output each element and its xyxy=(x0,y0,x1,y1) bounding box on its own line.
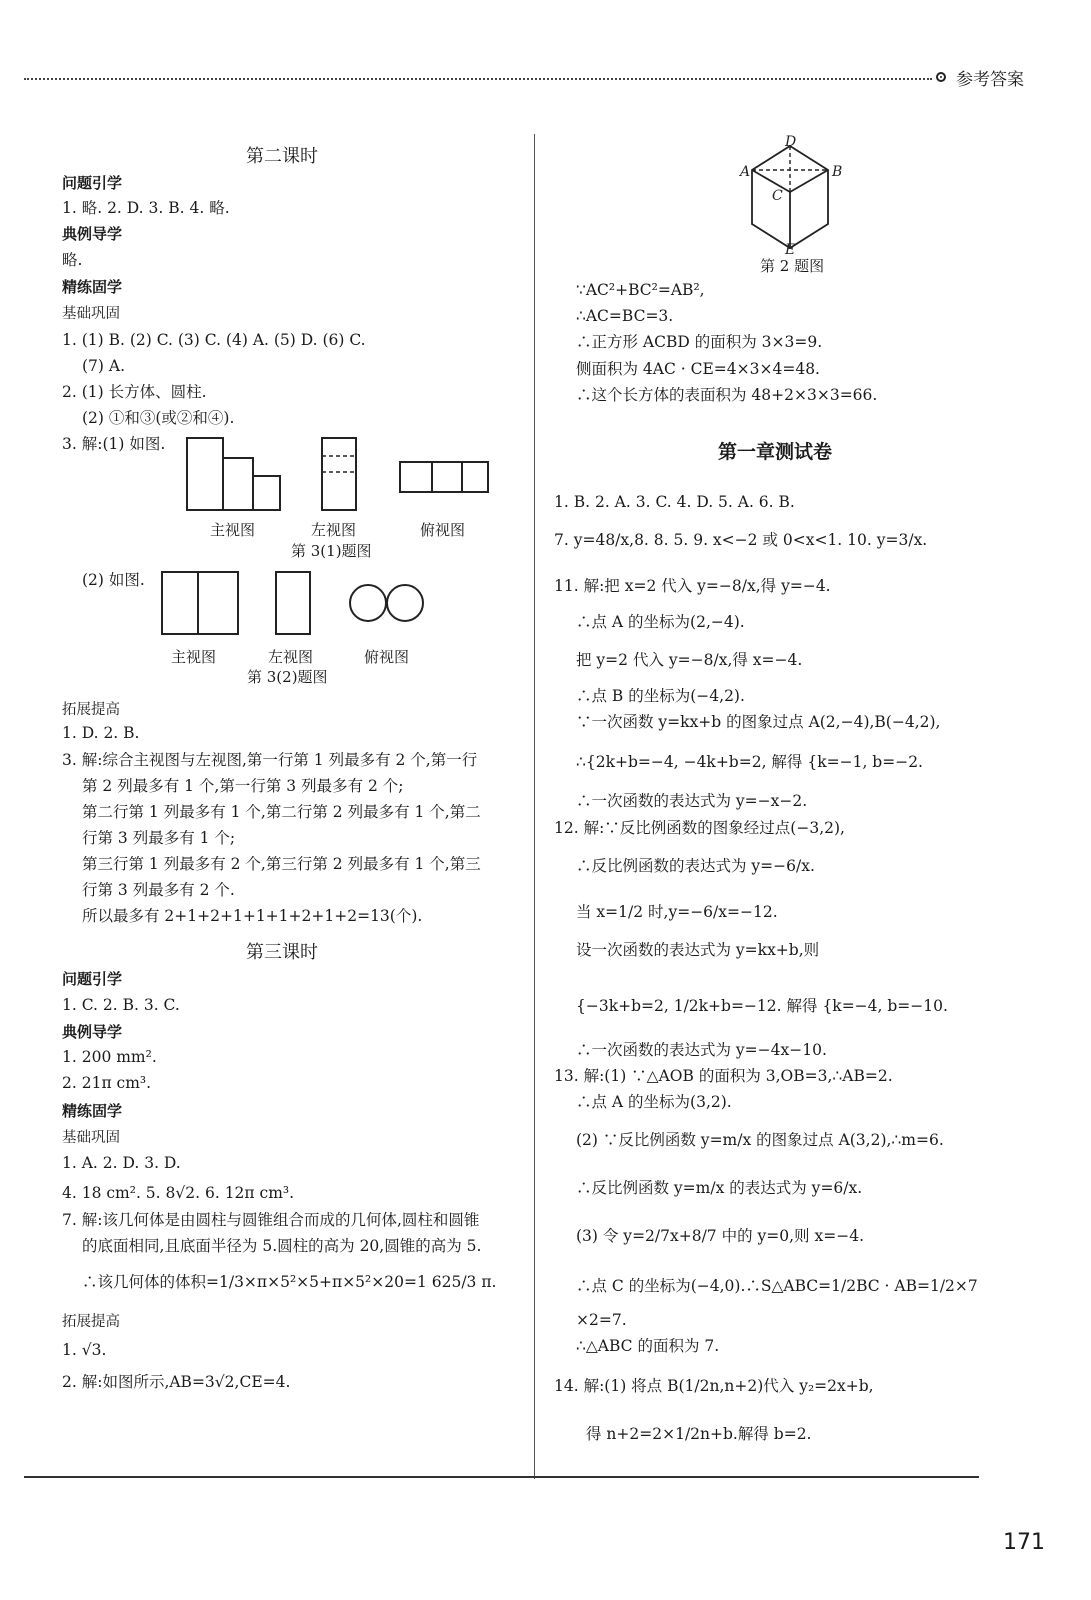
lesson2-q2-line2: (2) ①和③(或②和④). xyxy=(82,409,235,427)
lesson3-t1: 1. √3. xyxy=(62,1341,107,1359)
q13-line2: ∴点 A 的坐标为(3,2). xyxy=(576,1093,732,1111)
q14-line1: 14. 解:(1) 将点 B(1/2n,n+2)代入 y₂=2x+b, xyxy=(554,1377,874,1395)
fig2-caption: 第 2 题图 xyxy=(760,257,825,275)
lesson2-q1-line1: 1. (1) B. (2) C. (3) C. (4) A. (5) D. (6) C. xyxy=(62,331,366,349)
q12-line2: ∴反比例函数的表达式为 y=−6/x. xyxy=(576,857,815,875)
lesson3-j1: 1. A. 2. D. 3. D. xyxy=(62,1154,181,1172)
q12-line3: 当 x=1/2 时,y=−6/x=−12. xyxy=(576,903,778,921)
lesson3-wenti-heading: 问题引学 xyxy=(62,970,123,988)
lesson3-dianli-heading: 典例导学 xyxy=(62,1023,123,1041)
label-A: A xyxy=(740,164,751,180)
lesson2-jichu-heading: 基础巩固 xyxy=(62,306,120,322)
front-view-rect xyxy=(162,572,238,634)
lesson2-t3-line7: 所以最多有 2+1+2+1+1+1+2+1+2=13(个). xyxy=(82,907,423,925)
column-divider xyxy=(534,134,535,1479)
fig31-top-label: 俯视图 xyxy=(420,521,466,539)
q11-line4: ∴点 B 的坐标为(−4,2). xyxy=(576,687,745,705)
q13-line4: ∴反比例函数 y=m/x 的表达式为 y=6/x. xyxy=(576,1179,863,1197)
lesson2-t3-line6: 行第 3 列最多有 2 个. xyxy=(82,881,235,899)
footer-rule xyxy=(24,1476,979,1478)
lesson2-tuozhan-heading: 拓展提高 xyxy=(62,702,120,718)
fig32-front-label: 主视图 xyxy=(171,648,217,666)
right-line-3: ∴正方形 ACBD 的面积为 3×3=9. xyxy=(576,333,823,351)
lesson3-title: 第三课时 xyxy=(246,942,318,963)
label-D: D xyxy=(785,134,797,150)
left-view-rect xyxy=(322,438,356,510)
lesson3-j7-line3: ∴该几何体的体积=1/3×π×5²×5+π×5²×20=1 625/3 π. xyxy=(82,1273,497,1291)
fig31-left-label: 左视图 xyxy=(311,521,357,539)
bullet-circle-icon xyxy=(936,72,946,82)
right-line-5: ∴这个长方体的表面积为 48+2×3×3=66. xyxy=(576,386,878,404)
lesson3-wenti-answers: 1. C. 2. B. 3. C. xyxy=(62,996,180,1014)
fig31-front-label: 主视图 xyxy=(210,521,256,539)
lesson2-jinglian-heading: 精练固学 xyxy=(62,278,123,296)
right-line-4: 侧面积为 4AC · CE=4×3×4=48. xyxy=(576,360,820,378)
lesson2-t3-line3: 第二行第 1 列最多有 1 个,第二行第 2 列最多有 1 个,第二 xyxy=(82,803,481,821)
q13-line5: (3) 令 y=2/7x+8/7 中的 y=0,则 x=−4. xyxy=(576,1227,864,1245)
label-E: E xyxy=(785,242,796,258)
label-C: C xyxy=(772,188,783,204)
lesson2-q3-line2: (2) 如图. xyxy=(82,571,145,589)
front-view-tall-block xyxy=(187,438,223,510)
test-answers-7-10: 7. y=48/x,8. 8. 5. 9. x<−2 或 0<x<1. 10. y=3/x. xyxy=(554,531,928,549)
lesson3-jinglian-heading: 精练固学 xyxy=(62,1102,123,1120)
q12-line4: 设一次函数的表达式为 y=kx+b,则 xyxy=(576,941,820,959)
header-label: 参考答案 xyxy=(956,70,1024,90)
q13-line6: ∴点 C 的坐标为(−4,0).∴S△ABC=1/2BC · AB=1/2×7 xyxy=(576,1277,978,1295)
test-title: 第一章测试卷 xyxy=(718,441,833,463)
q11-line3: 把 y=2 代入 y=−8/x,得 x=−4. xyxy=(576,651,803,669)
figure-3-1-views xyxy=(180,434,500,514)
lesson2-wenti-answers: 1. 略. 2. D. 3. B. 4. 略. xyxy=(62,199,230,217)
lesson2-t3-line5: 第三行第 1 列最多有 2 个,第三行第 2 列最多有 1 个,第三 xyxy=(82,855,481,873)
lesson2-q1-line2: (7) A. xyxy=(82,357,126,375)
figure-3-2-views xyxy=(155,568,435,638)
top-view-circle-left xyxy=(350,585,386,621)
fig32-caption: 第 3(2)题图 xyxy=(247,668,328,686)
right-line-1: ∵AC²+BC²=AB², xyxy=(576,281,705,299)
lesson2-t3-line2: 第 2 列最多有 1 个,第一行第 3 列最多有 2 个; xyxy=(82,777,404,795)
lesson3-d2: 2. 21π cm³. xyxy=(62,1074,152,1092)
q13-line7: ×2=7. xyxy=(576,1311,627,1329)
test-answers-1-6: 1. B. 2. A. 3. C. 4. D. 5. A. 6. B. xyxy=(554,493,795,511)
fig31-caption: 第 3(1)题图 xyxy=(291,542,372,560)
lesson3-d1: 1. 200 mm². xyxy=(62,1048,157,1066)
q11-line7: ∴一次函数的表达式为 y=−x−2. xyxy=(576,792,808,810)
front-view-mid-block xyxy=(223,458,253,510)
left-view-rect xyxy=(276,572,310,634)
lesson2-wenti-heading: 问题引学 xyxy=(62,174,123,192)
top-view-circle-right xyxy=(387,585,423,621)
lesson2-dianli-answer: 略. xyxy=(62,251,83,269)
q13-line1: 13. 解:(1) ∵△AOB 的面积为 3,OB=3,∴AB=2. xyxy=(554,1067,893,1085)
lesson2-t3-line4: 行第 3 列最多有 1 个; xyxy=(82,829,236,847)
fig32-left-label: 左视图 xyxy=(268,648,314,666)
lesson3-j2: 4. 18 cm². 5. 8√2. 6. 12π cm³. xyxy=(62,1184,295,1202)
figure-2-cube xyxy=(730,134,850,256)
lesson3-j7-line1: 7. 解:该几何体是由圆柱与圆锥组合而成的几何体,圆柱和圆锥 xyxy=(62,1211,480,1229)
lesson2-q2-line1: 2. (1) 长方体、圆柱. xyxy=(62,383,207,401)
q14-line2: 得 n+2=2×1/2n+b.解得 b=2. xyxy=(586,1425,812,1443)
q12-line1: 12. 解:∵反比例函数的图象经过点(−3,2), xyxy=(554,819,845,837)
q11-line2: ∴点 A 的坐标为(2,−4). xyxy=(576,613,745,631)
lesson2-title: 第二课时 xyxy=(246,146,318,167)
lesson2-dianli-heading: 典例导学 xyxy=(62,225,123,243)
fig32-top-label: 俯视图 xyxy=(364,648,410,666)
label-B: B xyxy=(832,164,843,180)
lesson3-jichu-heading: 基础巩固 xyxy=(62,1130,120,1146)
q12-line5: {−3k+b=2, 1/2k+b=−12. 解得 {k=−4, b=−10. xyxy=(576,997,948,1015)
right-line-2: ∴AC=BC=3. xyxy=(576,307,674,325)
q12-line6: ∴一次函数的表达式为 y=−4x−10. xyxy=(576,1041,827,1059)
q11-line5: ∵一次函数 y=kx+b 的图象过点 A(2,−4),B(−4,2), xyxy=(576,713,941,731)
header-dotted-rule xyxy=(24,78,932,80)
q13-line8: ∴△ABC 的面积为 7. xyxy=(576,1337,720,1355)
q11-line1: 11. 解:把 x=2 代入 y=−8/x,得 y=−4. xyxy=(554,577,831,595)
lesson3-t2: 2. 解:如图所示,AB=3√2,CE=4. xyxy=(62,1373,291,1391)
lesson3-tuozhan-heading: 拓展提高 xyxy=(62,1314,120,1330)
lesson2-t1: 1. D. 2. B. xyxy=(62,724,140,742)
lesson3-j7-line2: 的底面相同,且底面半径为 5.圆柱的高为 20,圆锥的高为 5. xyxy=(82,1237,482,1255)
front-view-short-block xyxy=(253,476,280,510)
lesson2-q3-line1: 3. 解:(1) 如图. xyxy=(62,435,166,453)
q11-line6: ∴{2k+b=−4, −4k+b=2, 解得 {k=−1, b=−2. xyxy=(576,753,923,771)
q13-line3: (2) ∵反比例函数 y=m/x 的图象过点 A(3,2),∴m=6. xyxy=(576,1131,944,1149)
page-number: 171 xyxy=(1003,1530,1045,1555)
lesson2-t3-line1: 3. 解:综合主视图与左视图,第一行第 1 列最多有 2 个,第一行 xyxy=(62,751,478,769)
top-view-rect xyxy=(400,462,488,492)
